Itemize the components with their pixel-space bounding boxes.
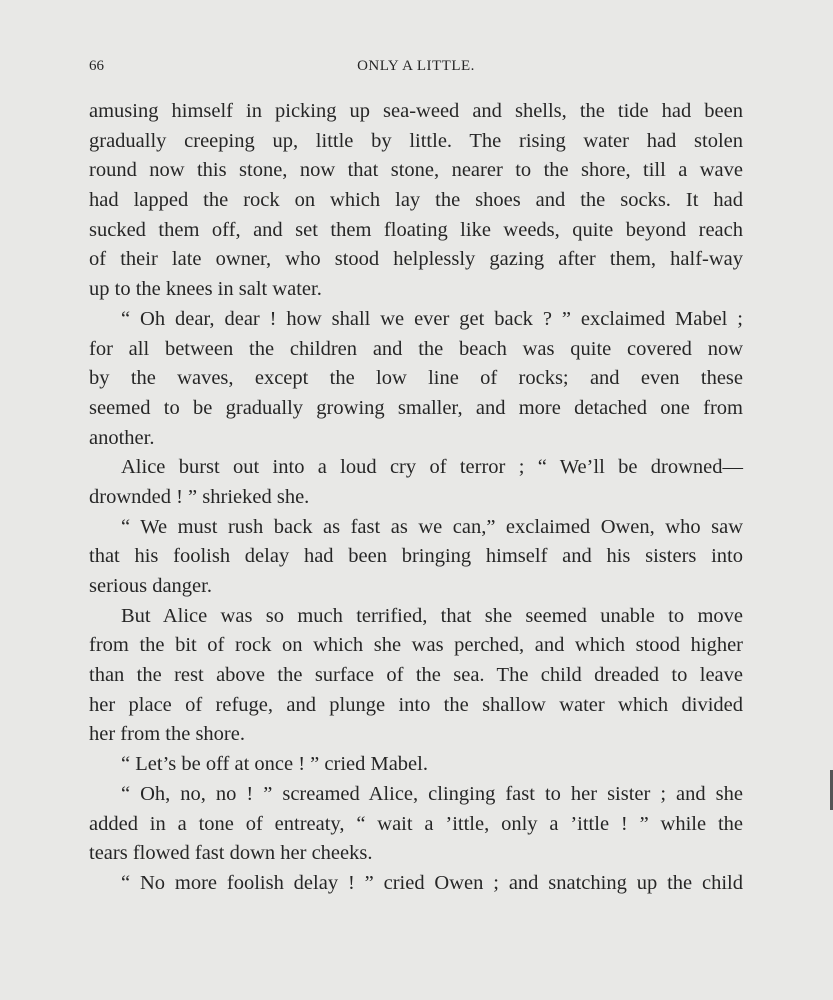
text-line: “ No more foolish delay ! ” cried Owen ; and snatching up the child — [121, 871, 743, 894]
text-line: tears flowed fast down her cheeks. — [89, 842, 373, 865]
text-line: “ Oh, no, no ! ” screamed Alice, clinging fast to her sister ; and she — [121, 782, 743, 805]
text-line: that his foolish delay had been bringing himself and his sisters into — [89, 545, 743, 568]
text-line: added in a tone of entreaty, “ wait a ’ittle, only a ’ittle ! ” while the — [89, 812, 743, 835]
text-line: amusing himself in picking up sea-weed and shells, the tide had been — [89, 100, 743, 122]
text-line: from the bit of rock on which she was perched, and which stood higher — [89, 634, 743, 657]
text-line: had lapped the rock on which lay the shoes and the socks. It had — [89, 189, 743, 212]
text-line: of their late owner, who stood helplessly gazing after them, half-way — [89, 248, 743, 271]
text-line: seemed to be gradually growing smaller, and more detached one from — [89, 396, 743, 419]
text-line: than the rest above the surface of the sea. The child dreaded to leave — [89, 664, 743, 687]
text-line: by the waves, except the low line of rocks; and even these — [89, 367, 743, 390]
page-header — [89, 58, 743, 82]
text-line: round now this stone, now that stone, nearer to the shore, till a wave — [89, 159, 743, 182]
text-line: But Alice was so much terrified, that she seemed unable to move — [121, 604, 743, 627]
text-line: gradually creeping up, little by little. The rising water had stolen — [89, 129, 743, 152]
text-line: “ Oh dear, dear ! how shall we ever get back ? ” exclaimed Mabel ; — [121, 307, 743, 330]
text-line: sucked them off, and set them floating like weeds, quite beyond reach — [89, 218, 743, 241]
text-line: another. — [89, 426, 155, 449]
text-line: serious danger. — [89, 575, 212, 597]
text-line: “ Let’s be off at once ! ” cried Mabel. — [121, 753, 428, 776]
text-line: Alice burst out into a loud cry of terror ; “ We’ll be drowned— — [121, 456, 743, 479]
text-line: her from the shore. — [89, 723, 245, 746]
text-line: her place of refuge, and plunge into the shallow water which divided — [89, 693, 743, 716]
page-number: 66 — [89, 58, 104, 74]
text-line: up to the knees in salt water. — [89, 278, 322, 301]
text-line: “ We must rush back as fast as we can,” exclaimed Owen, who saw — [121, 515, 743, 538]
text-line: for all between the children and the beach was quite covered now — [89, 337, 743, 360]
text-line: drownded ! ” shrieked she. — [89, 485, 310, 508]
running-title: ONLY A LITTLE. — [357, 58, 475, 74]
page-body-text — [89, 97, 743, 899]
